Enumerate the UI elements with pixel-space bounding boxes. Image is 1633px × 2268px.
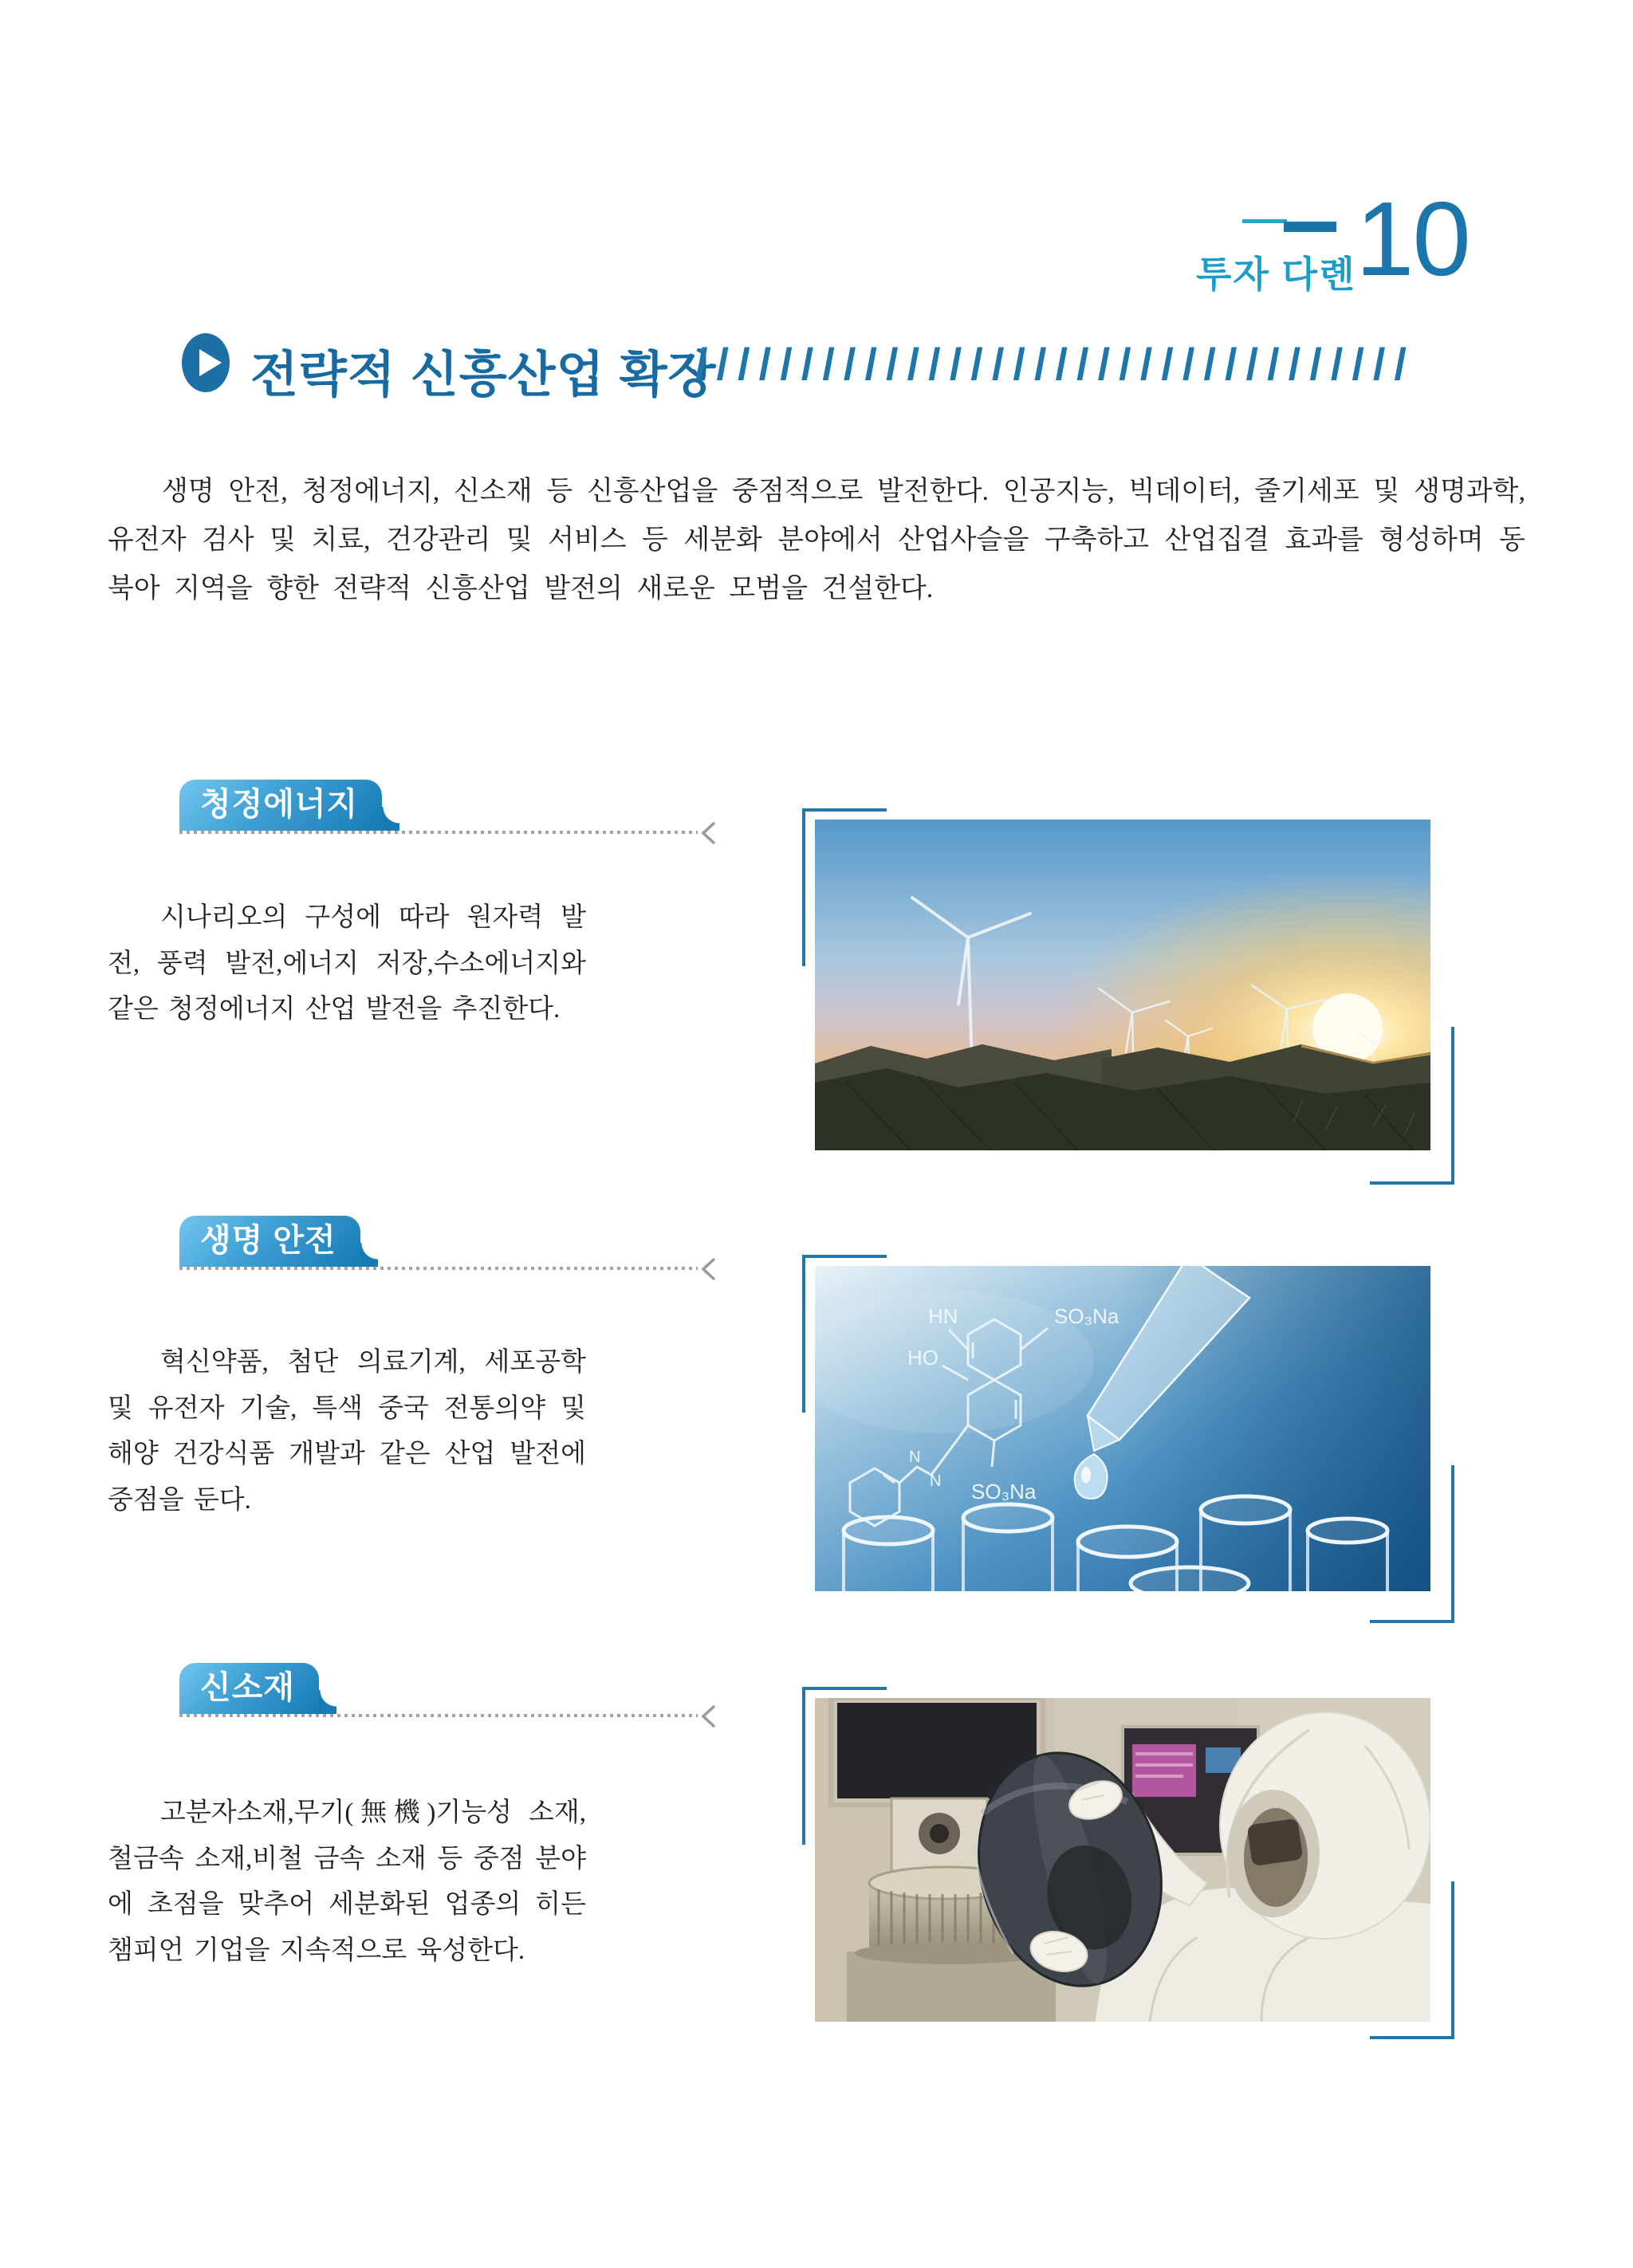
dotted-rule bbox=[179, 831, 698, 834]
dotted-rule bbox=[179, 1267, 698, 1270]
chevron-left-icon bbox=[698, 1704, 718, 1729]
frame-corner-topleft bbox=[802, 1255, 805, 1413]
section-label-life-safety: 생명 안전 bbox=[179, 1216, 360, 1267]
wind-farm-photo bbox=[815, 820, 1430, 1150]
frame-corner-topleft bbox=[802, 1687, 805, 1845]
dotted-rule bbox=[179, 1714, 698, 1717]
header-brand: 투자 다롄 bbox=[1196, 254, 1356, 295]
frame-corner-topleft bbox=[802, 1687, 887, 1690]
frame-corner-topleft bbox=[802, 1255, 887, 1258]
intro-paragraph: 생명 안전, 청정에너지, 신소재 등 신흥산업을 중점적으로 발전한다. 인공지능, 빅데이터, 줄기세포 및 생명과학, 유전자 검사 및 치료, 건강관리 및 서비스 등 세분화 분야에서 산업사슬을 구축하고 산업집결 효과를 형성하며 동북아 지역을 향한 전략적 신흥산업 발전의 새로운 모범을 건설한다. bbox=[108, 477, 1525, 603]
play-icon bbox=[180, 332, 231, 394]
frame-corner-bottomright bbox=[1370, 1620, 1454, 1623]
chem-label: SO₃Na bbox=[1054, 1304, 1119, 1328]
chem-label: N bbox=[909, 1448, 921, 1466]
frame-corner-bottomright bbox=[1370, 2036, 1454, 2039]
chem-label: HO bbox=[907, 1346, 938, 1370]
page-title: 전략적 신흥산업 확장 bbox=[250, 348, 717, 403]
frame-corner-bottomright bbox=[1451, 1881, 1454, 2039]
hills bbox=[815, 1044, 1430, 1150]
chevron-left-icon bbox=[698, 1256, 718, 1282]
section-label-clean-energy: 청정에너지 bbox=[179, 780, 382, 831]
frame-corner-topleft bbox=[802, 808, 805, 966]
section-body-life-safety: 혁신약품, 첨단 의료기계, 세포공학 및 유전자 기술, 특색 중국 전통의약 및 해양 건강식품 개발과 같은 산업 발전에 중점을 둔다. bbox=[108, 1348, 586, 1515]
chem-label: N bbox=[930, 1472, 942, 1490]
header-rule-thin bbox=[1242, 219, 1287, 223]
chem-label: SO₃Na bbox=[971, 1480, 1037, 1503]
title-slashes: ////////////////////////////////// bbox=[695, 339, 1415, 389]
biotech-lab-photo bbox=[815, 1266, 1430, 1591]
chevron-left-icon bbox=[698, 820, 718, 846]
chem-label: HN bbox=[928, 1304, 958, 1328]
section-body-clean-energy: 시나리오의 구성에 따라 원자력 발전, 풍력 발전,에너지 저장,수소에너지와 같은 청정에너지 산업 발전을 추진한다. bbox=[108, 903, 586, 1024]
section-label-new-materials: 신소재 bbox=[179, 1663, 319, 1714]
header-rule-thick bbox=[1284, 222, 1336, 232]
header-page-number: 10 bbox=[1356, 180, 1470, 297]
section-body-new-materials: 고분자소재,무기(無機)기능성 소재, 철금속 소재,비철 금속 소재 등 중점 분야에 초점을 맞추어 세분화된 업종의 히든챔피언 기업을 지속적으로 육성한다. bbox=[108, 1798, 586, 1965]
frame-corner-bottomright bbox=[1451, 1465, 1454, 1623]
cleanroom-photo bbox=[815, 1698, 1430, 2022]
frame-corner-bottomright bbox=[1370, 1181, 1454, 1185]
frame-corner-topleft bbox=[802, 808, 887, 812]
frame-corner-bottomright bbox=[1451, 1027, 1454, 1185]
